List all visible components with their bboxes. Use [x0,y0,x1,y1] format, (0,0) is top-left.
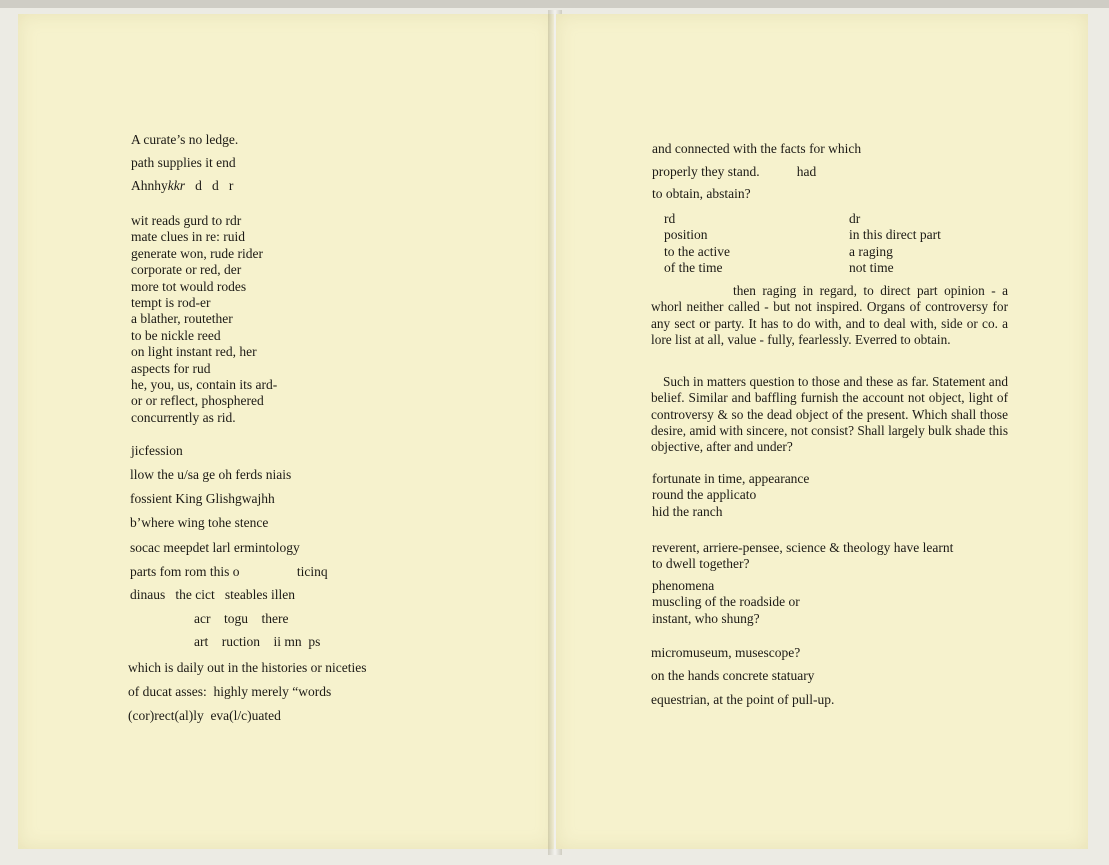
stanza-line: concurrently as rid. [131,409,236,425]
lower-line: parts fom rom this o ticinq [130,564,328,579]
stanza-line: to be nickle reed [131,327,221,343]
title-line-1: A curate’s no ledge. [131,132,239,147]
column-item: a raging [849,243,893,259]
stanza-line: wit reads gurd to rdr [131,213,242,228]
column-left [664,211,730,277]
lower-line: jicfession [131,443,183,458]
column-right [849,211,941,277]
line-group-1 [652,471,809,520]
column-item: rd [664,211,676,226]
paragraph-1: then raging in regard, to direct part opinion - a whorl neither called - but not inspired. Organs of controversy for any sect or party. It has to do with, and to deal with, side or co. a lore list at all, value - fully, fearlessly. Everred to obtain. [651,283,1008,347]
group-line: micromuseum, musescope? [651,645,801,660]
stanza-line: more tot would rodes [131,278,247,294]
left-stanza [131,213,277,426]
stanza-line: a blather, routether [131,311,233,327]
lower-line: dinaus the cict steables illen [130,587,295,602]
lower-line: art ruction ii mn ps [194,634,321,649]
stanza-line: corporate or red, der [131,262,242,278]
right-top-line: and connected with the facts for which [652,141,862,156]
group-line: phenomena [652,578,715,593]
column-item: not time [849,260,894,276]
group-line: hid the ranch [652,503,723,519]
lower-line: b’where wing tohe stence [130,515,269,530]
lower-line: (cor)rect(al)ly eva(l/c)uated [128,708,281,723]
stanza-line: generate won, rude rider [131,245,263,261]
column-item: to the active [664,243,730,259]
stanza-line: he, you, us, contain its ard- [131,377,278,393]
group-line: muscling of the roadside or [652,594,800,610]
ahn-line: Ahnhykkr d d r [131,178,234,193]
stanza-line: mate clues in re: ruid [131,229,245,245]
group-line: on the hands concrete statuary [651,668,815,683]
paragraph-2: Such in matters question to those and these as far. Statement and belief. Similar and baffling furnish the account not object, light of controversy & so the dead object of the present. Which shall those desire, amid with sincere, not consist? Shall largely bulk shade this objective, after and under? [651,374,1008,455]
line-group-3 [652,578,800,627]
stanza-line: or or reflect, phosphered [131,393,264,409]
group-line: round the applicato [652,487,757,503]
group-line: instant, who shung? [652,610,760,626]
stanza-line: tempt is rod-er [131,295,211,311]
right-top-line: properly they stand. had [652,164,817,179]
column-item: dr [849,211,861,226]
group-line: to dwell together? [652,556,750,572]
scanner-edge [0,0,1109,8]
title-line-2: path supplies it end [131,155,236,170]
line-group-2 [652,540,953,573]
group-line: reverent, arriere-pensee, science & theology have learnt [652,540,954,555]
lower-line: fossient King Glishgwajhh [130,491,275,506]
left-page [18,14,554,849]
group-line: fortunate in time, appearance [652,471,810,486]
lower-line: llow the u/sa ge oh ferds niais [130,467,292,482]
column-item: of the time [664,260,723,276]
stanza-line: on light instant red, her [131,344,257,360]
lower-line: which is daily out in the histories or niceties [128,660,367,675]
lower-line: acr togu there [194,611,289,626]
right-top-line: to obtain, abstain? [652,186,751,201]
stanza-line: aspects for rud [131,360,211,376]
lower-line: socac meepdet larl ermintology [130,540,300,555]
lower-line: of ducat asses: highly merely “words [128,684,332,699]
group-line: equestrian, at the point of pull-up. [651,692,835,707]
column-item: position [664,227,708,243]
column-item: in this direct part [849,227,941,243]
